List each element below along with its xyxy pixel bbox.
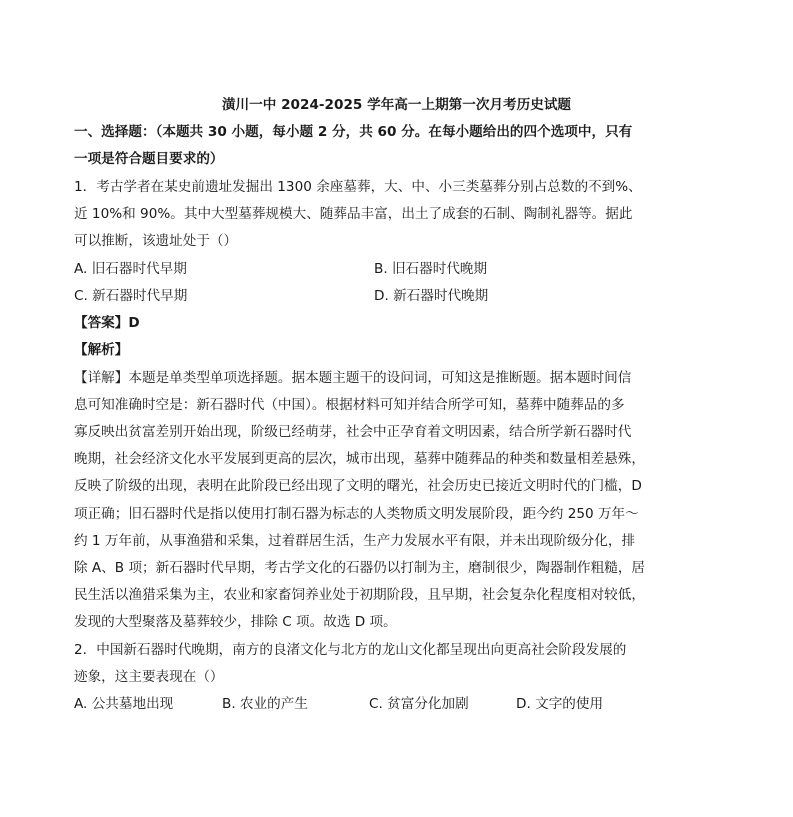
q1-detail-line: 项正确；旧石器时代是指以使用打制石器为标志的人类物质文明发展阶段，距今约 250 万年～: [74, 506, 639, 522]
section-header-line-2: 一项是符合题目要求的）: [74, 151, 224, 167]
q2-option-a: A. 公共墓地出现: [74, 696, 174, 712]
q2-option-c: C. 贫富分化加剧: [369, 696, 469, 712]
q1-analysis-label: 【解析】: [74, 342, 129, 358]
exam-title: 潢川一中 2024-2025 学年高一上期第一次月考历史试题: [221, 97, 572, 113]
q1-detail-line: 除 A、B 项；新石器时代早期，考古学文化的石器仍以打制为主，磨制很少，陶器制作粗糙，居: [74, 560, 646, 576]
q2-stem-line-1: 2．中国新石器时代晚期，南方的良渚文化与北方的龙山文化都呈现出向更高社会阶段发展的: [74, 642, 627, 658]
q1-stem-line-3: 可以推断，该遗址处于（）: [74, 233, 238, 249]
q1-detail-line: 发现的大型聚落及墓葬较少，排除 C 项。故选 D 项。: [74, 614, 397, 630]
section-header-line-1: 一、选择题：（本题共 30 小题，每小题 2 分，共 60 分。在每小题给出的四个选项中，只有: [74, 124, 633, 140]
q1-stem-line-1: 1．考古学者在某史前遗址发掘出 1300 余座墓葬，大、中、小三类墓葬分别占总数的不到%、: [74, 179, 642, 195]
q1-detail-line: 约 1 万年前，从事渔猎和采集，过着群居生活，生产力发展水平有限，并未出现阶级分化，排: [74, 533, 636, 549]
q2-option-d: D. 文字的使用: [516, 696, 604, 712]
q1-stem-line-2: 近 10%和 90%。其中大型墓葬规模大、随葬品丰富，出土了成套的石制、陶制礼器等。据此: [74, 206, 633, 222]
q1-option-c: C. 新石器时代早期: [74, 288, 188, 304]
q1-detail-line: 寡反映出贫富差别开始出现，阶级已经萌芽，社会中正孕育着文明因素，结合所学新石器时代: [74, 424, 632, 440]
q1-detail-line: 民生活以渔猎采集为主，农业和家畜饲养业处于初期阶段，且早期，社会复杂化程度相对较低，: [74, 587, 645, 603]
q1-detail-line: 晚期，社会经济文化水平发展到更高的层次，城市出现，墓葬中随葬品的种类和数量相差悬殊，: [74, 451, 645, 467]
q1-detail-line: 反映了阶级的出现，表明在此阶段已经出现了文明的曙光，社会历史已接近文明时代的门槛，D: [74, 478, 642, 494]
q1-option-b: B. 旧石器时代晚期: [374, 261, 488, 277]
q2-stem-line-2: 迹象，这主要表现在（）: [74, 669, 224, 685]
q1-detail-line: 【详解】本题是单类型单项选择题。据本题主题干的设问词，可知这是推断题。据本题时间信: [74, 370, 632, 386]
q2-option-b: B. 农业的产生: [222, 696, 308, 712]
q1-detail-line: 息可知准确时空是：新石器时代（中国）。根据材料可知并结合所学可知，墓葬中随葬品的多: [74, 397, 625, 413]
q1-option-d: D. 新石器时代晚期: [374, 288, 489, 304]
q1-option-a: A. 旧石器时代早期: [74, 261, 187, 277]
q1-answer: 【答案】D: [74, 315, 140, 331]
